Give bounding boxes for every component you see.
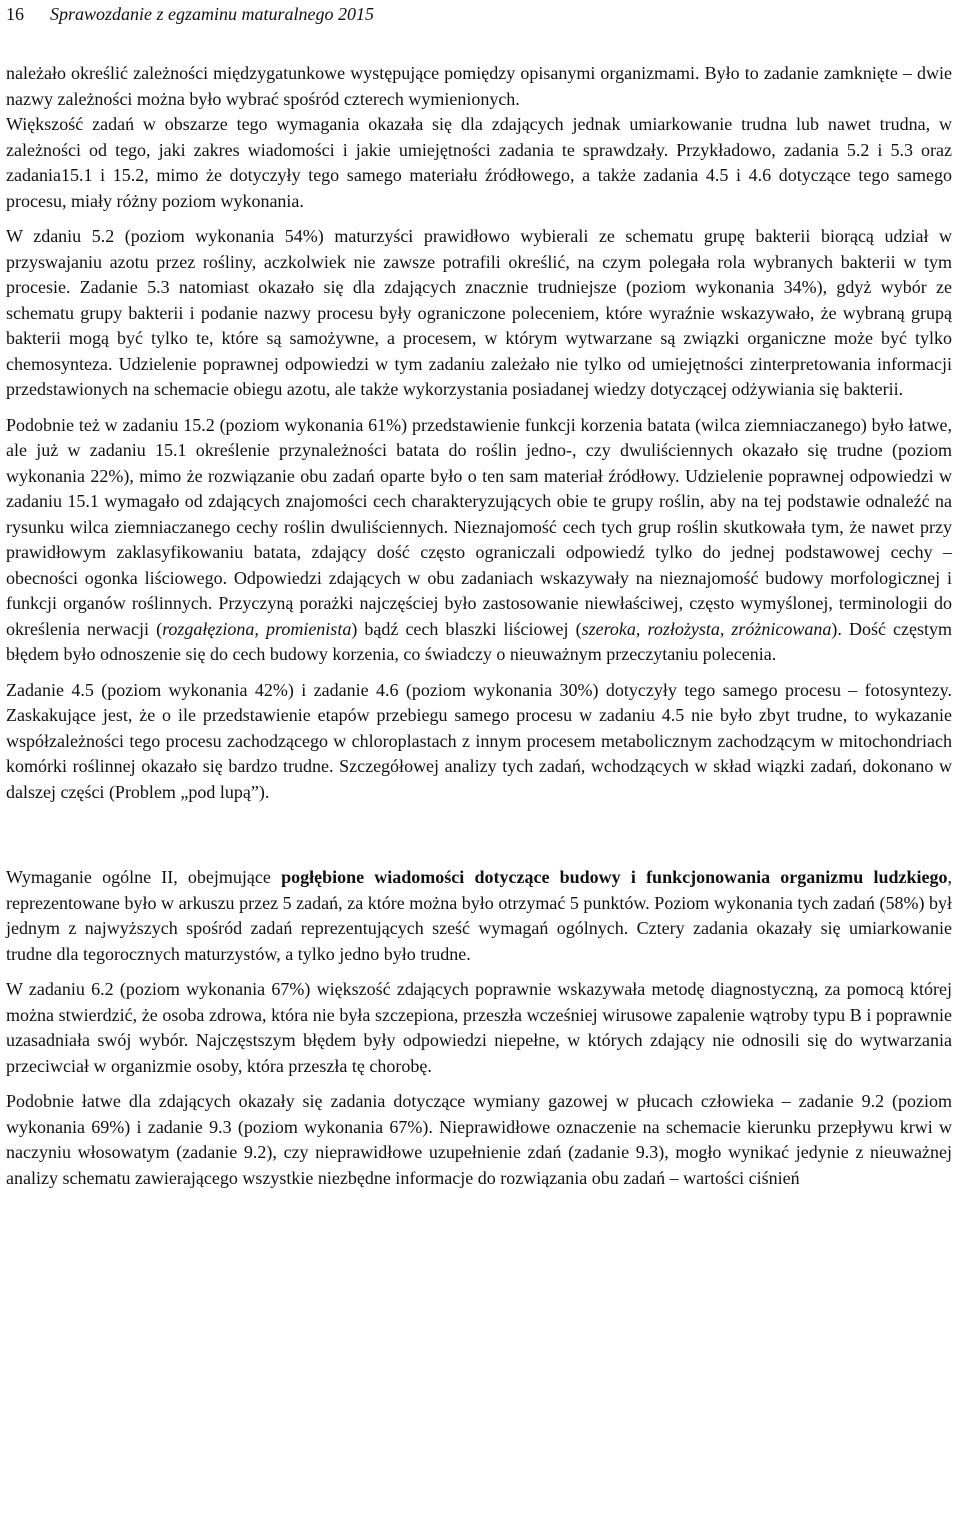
- paragraph-4: [6, 413, 952, 668]
- paragraph-1: należało określić zależności międzygatunkowe występujące pomiędzy opisanymi organizmami. Było to zadanie zamknięte – dwie nazwy zależności można było wybrać spośród czterech wymienionych.: [6, 63, 952, 109]
- paragraph-4-italic-1: rozgałęziona, promienista: [162, 618, 352, 639]
- paragraph-8: Podobnie łatwe dla zdających okazały się zadania dotyczące wymiany gazowej w płucach człowieka – zadanie 9.2 (poziom wykonania 69%) i zadanie 9.3 (poziom wykonania 67%). Nieprawidłowe oznaczenie na schemacie kierunku przepływu krwi w naczyniu włosowatym (zadanie 9.2), czy nieprawidłowe uzupełnienie zdań (zadanie 9.3), mogło wynikać jedynie z nieuważnej analizy schematu zawierającego wszystkie niezbędne informacje do rozwiązania obu zadań – wartości ciśnień: [6, 1091, 952, 1188]
- paragraph-7: W zadaniu 6.2 (poziom wykonania 67%) większość zdających poprawnie wskazywała metodę diagnostyczną, za pomocą której można stwierdzić, że osoba zdrowa, która nie była szczepiona, przeszła wcześniej wirusowe zapalenie wątroby typu B i poprawnie uzasadniała swój wybór. Najczęstszym błędem były odpowiedzi niepełne, w których zdający nie odnosili się do wytwarzania przeciwciał w organizmie osoby, która przeszła tę chorobę.: [6, 979, 952, 1076]
- paragraph-6-text-a: Wymaganie ogólne II, obejmujące: [6, 867, 282, 887]
- running-title: Sprawozdanie z egzaminu maturalnego 2015: [50, 4, 374, 24]
- paragraph-6-text-c: , reprezentowane było w arkuszu przez 5 zadań, za które można było otrzymać 5 punktów. Poziom wykonania tych zadań (58%) był jednym z najwyższych spośród zadań reprezentujących sześć wymagań ogólnych. Cztery zadania okazały się umiarkowanie trudne dla tegorocznych maturzystów, a tylko jedno było trudne.: [6, 867, 952, 964]
- document-body: [6, 61, 952, 1191]
- paragraph-6-bold: pogłębione wiadomości dotyczące budowy i funkcjonowania organizmu ludzkiego: [281, 867, 948, 887]
- paragraph-4-text-b: ) bądź cech blaszki liściowej (: [351, 618, 582, 639]
- paragraph-4-text-c: ). Dość częstym błędem było odnoszenie się do cech budowy korzenia, co świadczy o nieuważnym przeczytaniu polecenia.: [6, 618, 953, 664]
- page-header: [6, 2, 374, 26]
- paragraph-4-text-a: Podobnie też w zadaniu 15.2 (poziom wykonania 61%) przedstawienie funkcji korzenia batata (wilca ziemniaczanego) było łatwe, ale już w zadaniu 15.1 określenie przynależności batata do roślin jedno-, czy dwuliściennych okazało się trudne (poziom wykonania 22%), mimo że rozwiązanie obu zadań oparte było o ten sam materiał źródłowy. Udzielenie poprawnej odpowiedzi w zadaniu 15.1 wymagało od zdających znajomości cech charakteryzujących obie te grupy roślin, aby na tej podstawie odnaleźć na rysunku wilca ziemniaczanego cechy roślin dwuliściennych. Nieznajomość cech tych grup roślin skutkowała tym, że nawet przy prawidłowym zaklasyfikowaniu batata, zdający dość często ograniczali odpowiedź tylko do jednej podstawowej cechy – obecności ogonka liściowego. Odpowiedzi zdających w obu zadaniach wskazywały na nieznajomość budowy morfologicznej i funkcji organów roślinnych. Przyczyną porażki najczęściej było zastosowanie niewłaściwej, często wymyślonej, terminologii do określenia nerwacji (: [6, 414, 952, 639]
- paragraph-3: W zdaniu 5.2 (poziom wykonania 54%) maturzyści prawidłowo wybierali ze schematu grupę bakterii biorącą udział w przyswajaniu azotu przez rośliny, aczkolwiek nie zawsze potrafili określić, na czym polegała rola wybranych bakterii w tym procesie. Zadanie 5.3 natomiast okazało się dla zdających znacznie trudniejsze (poziom wykonania 34%), gdyż wybór ze schematu grupy bakterii i podanie nazwy procesu były ograniczone poleceniem, które wyraźnie wskazywało, że wybraną grupą bakterii mogą być tylko te, które są samożywne, a procesem, w którym wytwarzane są związki organiczne może być tylko chemosynteza. Udzielenie poprawnej odpowiedzi w tym zadaniu zależało nie tylko od umiejętności zinterpretowania informacji przedstawionych na schemacie obiegu azotu, ale także wykorzystania posiadanej wiedzy dotyczącej odżywiania się bakterii.: [6, 226, 952, 399]
- paragraph-2: Większość zadań w obszarze tego wymagania okazała się dla zdających jednak umiarkowanie trudna lub nawet trudna, w zależności od tego, jaki zakres wiadomości i jakie umiejętności zadania te sprawdzały. Przykładowo, zadania 5.2 i 5.3 oraz zadania15.1 i 15.2, mimo że dotyczyły tego samego materiału źródłowego, a także zadania 4.5 i 4.6 dotyczące tego samego procesu, miały różny poziom wykonania.: [6, 114, 952, 211]
- paragraph-6: [6, 865, 952, 967]
- paragraph-5: Zadanie 4.5 (poziom wykonania 42%) i zadanie 4.6 (poziom wykonania 30%) dotyczyły tego samego procesu – fotosyntezy. Zaskakujące jest, że o ile przedstawienie etapów przebiegu samego procesu w zadaniu 4.5 nie było zbyt trudne, to wykazanie współzależności tego procesu zachodzącego w chloroplastach z innym procesem metabolicznym zachodzącym w mitochondriach komórki roślinnej okazało się bardzo trudne. Szczegółowej analizy tych zadań, wchodzących w skład wiązki zadań, dokonano w dalszej części (Problem „pod lupą”).: [6, 679, 952, 802]
- page-number: 16: [6, 4, 24, 24]
- paragraph-4-italic-2: szeroka, rozłożysta, zróżnicowana: [581, 618, 832, 639]
